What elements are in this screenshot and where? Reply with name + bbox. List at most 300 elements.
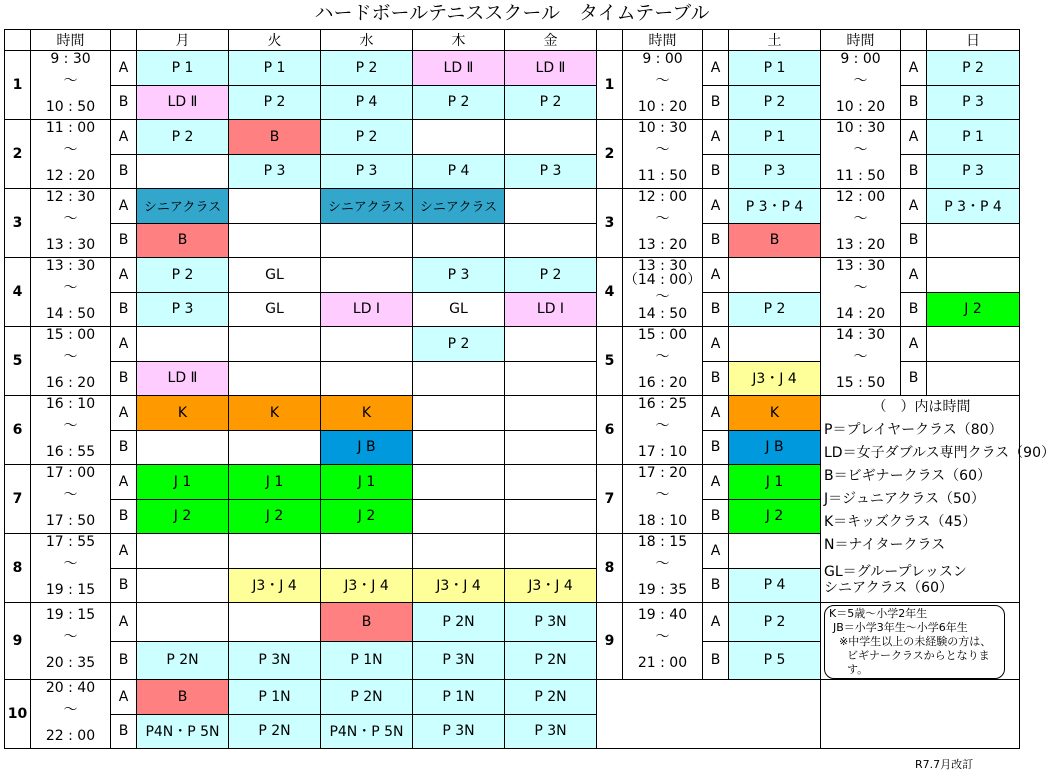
class-cell — [729, 327, 821, 362]
class-cell — [321, 534, 413, 569]
court-label: A — [703, 258, 729, 293]
class-cell — [729, 258, 821, 293]
time-separator: ～ — [63, 702, 78, 718]
header-blank — [5, 30, 31, 51]
time-separator: ～ — [655, 142, 670, 158]
legend-item: P＝プレイヤークラス（80） — [824, 422, 1003, 438]
start-time: 18 : 15 — [637, 534, 688, 550]
weekday-time — [31, 327, 111, 396]
time-separator: ～ — [853, 349, 868, 365]
slot-number: 8 — [5, 534, 31, 603]
class-cell — [229, 430, 321, 465]
court-label: B — [111, 292, 137, 327]
class-cell: P 2 — [505, 85, 597, 120]
saturday-time — [623, 51, 703, 120]
class-cell: P 1 — [229, 51, 321, 86]
class-cell: J B — [321, 430, 413, 465]
class-cell: P 2 — [729, 85, 821, 120]
class-cell: P 3N — [505, 603, 597, 642]
note-line: JB＝小学3年生～小学6年生 — [833, 621, 968, 634]
class-cell: P 1N — [229, 680, 321, 715]
start-time: 19 : 15 — [45, 607, 96, 623]
class-cell — [137, 430, 229, 465]
slot-number: 1 — [597, 51, 623, 120]
time-separator: ～ — [853, 211, 868, 227]
slot-number: 6 — [5, 396, 31, 465]
end-time: 11 : 50 — [637, 168, 688, 184]
start-time: 15 : 00 — [45, 327, 96, 343]
court-label: A — [703, 327, 729, 362]
end-time: 16 : 20 — [637, 375, 688, 391]
start-time: 10 : 30 — [835, 120, 886, 136]
header-tue: 火 — [229, 30, 321, 51]
class-cell — [927, 361, 1020, 396]
class-cell: P 2 — [137, 120, 229, 155]
class-cell: J 1 — [321, 465, 413, 500]
court-label: B — [703, 85, 729, 120]
class-cell: J3・J 4 — [229, 568, 321, 603]
time-separator: ～ — [655, 487, 670, 503]
start-time: 13 : 30 — [45, 258, 96, 274]
class-cell: GL — [229, 258, 321, 293]
class-cell — [137, 327, 229, 362]
start-time: 12 : 00 — [835, 189, 886, 205]
note-line: ※中学生以上の未経験の方は、 — [839, 635, 992, 648]
legend-item: J＝ジュニアクラス（50） — [824, 491, 985, 507]
court-label: A — [703, 465, 729, 500]
court-label: B — [703, 154, 729, 189]
end-time: 17 : 10 — [637, 444, 688, 460]
weekday-time — [31, 258, 111, 327]
header-blank — [703, 30, 729, 51]
table-row — [5, 327, 1020, 362]
court-label: B — [901, 361, 927, 396]
start-time: 16 : 10 — [45, 396, 96, 412]
court-label: A — [703, 534, 729, 569]
slot-number: 8 — [597, 534, 623, 603]
court-label: B — [111, 361, 137, 396]
class-cell: P 3N — [229, 641, 321, 680]
class-cell — [927, 258, 1020, 293]
court-label: B — [111, 499, 137, 534]
court-label: B — [901, 154, 927, 189]
saturday-time — [623, 396, 703, 465]
end-time: 18 : 10 — [637, 513, 688, 529]
class-cell: P 5 — [729, 641, 821, 680]
end-time: 14 : 50 — [45, 306, 96, 322]
sunday-time — [821, 51, 901, 120]
class-cell: P 2 — [321, 120, 413, 155]
end-time: 15 : 50 — [835, 375, 886, 391]
class-cell — [413, 534, 505, 569]
class-cell: P 3 — [927, 154, 1020, 189]
time-separator: ～ — [655, 418, 670, 434]
court-label: A — [111, 603, 137, 642]
class-cell — [505, 430, 597, 465]
weekday-time — [31, 120, 111, 189]
court-label: A — [111, 396, 137, 431]
end-time: 13 : 20 — [835, 237, 886, 253]
table-row — [5, 51, 1020, 86]
slot-number: 2 — [5, 120, 31, 189]
header-thu: 木 — [413, 30, 505, 51]
start-time: 11 : 00 — [45, 120, 96, 136]
legend-item: シニアクラス（60） — [824, 580, 953, 596]
time-separator: ～ — [63, 211, 78, 227]
weekday-time — [31, 603, 111, 680]
end-time: 14 : 50 — [637, 306, 688, 322]
class-cell: P 4 — [413, 154, 505, 189]
class-cell: P 1 — [927, 120, 1020, 155]
class-cell: J3・J 4 — [413, 568, 505, 603]
legend-item: B＝ビギナークラス（60） — [824, 468, 991, 484]
class-cell — [505, 499, 597, 534]
class-cell: J 1 — [729, 465, 821, 500]
court-label: A — [111, 51, 137, 86]
table-row — [5, 680, 1020, 715]
class-cell: P 3N — [413, 714, 505, 749]
court-label: B — [703, 430, 729, 465]
class-cell — [229, 327, 321, 362]
court-label: A — [111, 465, 137, 500]
start-time: 14 : 30 — [835, 327, 886, 343]
time-separator: ～ — [655, 629, 670, 645]
weekday-time — [31, 396, 111, 465]
header-wed: 水 — [321, 30, 413, 51]
class-cell: P 3 — [505, 154, 597, 189]
class-cell — [137, 568, 229, 603]
time-separator: ～ — [655, 349, 670, 365]
header-blank — [111, 30, 137, 51]
class-cell: LD Ⅰ — [505, 292, 597, 327]
court-label: B — [111, 154, 137, 189]
class-cell: B — [137, 680, 229, 715]
class-cell — [321, 361, 413, 396]
end-time: 21 : 00 — [637, 655, 688, 671]
court-label: A — [901, 120, 927, 155]
saturday-time — [623, 189, 703, 258]
weekday-time — [31, 534, 111, 603]
class-cell: GL — [413, 292, 505, 327]
start-time: 15 : 00 — [637, 327, 688, 343]
end-time: 12 : 20 — [45, 168, 96, 184]
court-label: B — [111, 641, 137, 680]
class-cell — [729, 534, 821, 569]
start-time: 9 : 00 — [840, 51, 881, 67]
sunday-time — [821, 327, 901, 396]
start-time: 16 : 25 — [637, 396, 688, 412]
legend-item: N＝ナイタークラス — [824, 537, 946, 553]
legend-item: LD＝女子ダブルス専門クラス（90） — [824, 445, 1055, 461]
class-cell: P 2N — [229, 714, 321, 749]
class-cell: P 4 — [321, 85, 413, 120]
court-label: A — [703, 189, 729, 224]
end-time: 11 : 50 — [835, 168, 886, 184]
court-label: B — [111, 568, 137, 603]
court-label: A — [111, 258, 137, 293]
weekday-time — [31, 465, 111, 534]
class-cell: P 3 — [413, 258, 505, 293]
start-time: 19 : 40 — [637, 607, 688, 623]
class-cell: P 2N — [505, 680, 597, 715]
class-cell: J 2 — [229, 499, 321, 534]
class-cell: B — [729, 223, 821, 258]
class-cell: P 1 — [729, 120, 821, 155]
time-separator: ～ — [63, 142, 78, 158]
class-cell: B — [137, 223, 229, 258]
weekday-time — [31, 680, 111, 749]
note-box — [821, 603, 1020, 680]
slot-number: 10 — [5, 680, 31, 749]
table-row — [5, 258, 1020, 293]
start-time: 12 : 00 — [637, 189, 688, 205]
class-cell — [137, 603, 229, 642]
end-time: 19 : 35 — [637, 582, 688, 598]
slot-number: 9 — [597, 603, 623, 680]
class-cell — [505, 120, 597, 155]
end-time: 19 : 15 — [45, 582, 96, 598]
court-label: A — [703, 120, 729, 155]
legend-item: K＝キッズクラス（45） — [824, 514, 977, 530]
time-separator: ～ — [655, 289, 670, 305]
class-cell: B — [321, 603, 413, 642]
court-label: A — [901, 189, 927, 224]
class-cell — [321, 223, 413, 258]
class-cell: J3・J 4 — [505, 568, 597, 603]
court-label: B — [901, 292, 927, 327]
class-cell: P 2 — [729, 292, 821, 327]
time-separator: ～ — [63, 556, 78, 572]
class-cell: LD Ⅱ — [505, 51, 597, 86]
class-cell: P4N・P 5N — [321, 714, 413, 749]
class-cell — [927, 327, 1020, 362]
class-cell: P 1 — [137, 51, 229, 86]
class-cell: LD Ⅰ — [321, 292, 413, 327]
court-label: A — [703, 396, 729, 431]
start-time: 13 : 30 — [637, 258, 688, 274]
class-cell — [229, 361, 321, 396]
class-cell: J B — [729, 430, 821, 465]
saturday-time — [623, 603, 703, 680]
class-cell: P 2 — [505, 258, 597, 293]
slot-number: 1 — [5, 51, 31, 120]
slot-number: 9 — [5, 603, 31, 680]
weekday-time — [31, 189, 111, 258]
class-cell — [413, 465, 505, 500]
slot-number: 3 — [597, 189, 623, 258]
header-fri: 金 — [505, 30, 597, 51]
start-time: 13 : 30 — [835, 258, 886, 274]
class-cell: P 4 — [729, 568, 821, 603]
slot-number: 4 — [597, 258, 623, 327]
note-line: ビギナークラスからとなります。 — [847, 649, 990, 676]
end-time: 17 : 50 — [45, 513, 96, 529]
start-time: 17 : 55 — [45, 534, 96, 550]
table-row — [5, 189, 1020, 224]
class-cell — [413, 499, 505, 534]
class-cell — [229, 223, 321, 258]
sunday-time — [821, 189, 901, 258]
class-cell: P 3N — [413, 641, 505, 680]
start-time: 10 : 30 — [637, 120, 688, 136]
court-label: A — [111, 327, 137, 362]
time-separator: ～ — [63, 73, 78, 89]
slot-number: 3 — [5, 189, 31, 258]
court-label: A — [901, 327, 927, 362]
class-cell — [505, 361, 597, 396]
start-time: 9 : 30 — [50, 51, 91, 67]
timetable — [4, 29, 1055, 749]
class-cell: P 2 — [413, 85, 505, 120]
class-cell: J 2 — [729, 499, 821, 534]
slot-number: 7 — [597, 465, 623, 534]
court-label: A — [901, 258, 927, 293]
class-cell — [229, 603, 321, 642]
court-label: B — [111, 85, 137, 120]
header-sat: 土 — [729, 30, 821, 51]
end-time: 16 : 55 — [45, 444, 96, 460]
court-label: B — [111, 223, 137, 258]
end-time: 13 : 20 — [637, 237, 688, 253]
class-cell: シニアクラス — [321, 189, 413, 224]
class-cell — [413, 396, 505, 431]
time-separator: ～ — [63, 487, 78, 503]
class-cell: P 3・P 4 — [729, 189, 821, 224]
end-time: 16 : 20 — [45, 375, 96, 391]
time-separator: ～ — [853, 280, 868, 296]
class-cell: LD Ⅱ — [137, 85, 229, 120]
time-separator: ～ — [63, 349, 78, 365]
court-label: B — [703, 641, 729, 680]
class-cell: K — [137, 396, 229, 431]
court-label: B — [703, 223, 729, 258]
court-label: A — [703, 603, 729, 642]
slot-number: 5 — [597, 327, 623, 396]
class-cell: K — [729, 396, 821, 431]
class-cell: P 2N — [137, 641, 229, 680]
class-cell — [505, 534, 597, 569]
class-cell: P 3 — [321, 154, 413, 189]
class-cell: P 2N — [321, 680, 413, 715]
end-time: 10 : 20 — [835, 99, 886, 115]
class-cell: J 2 — [321, 499, 413, 534]
class-cell: P 3 — [927, 85, 1020, 120]
class-cell — [505, 223, 597, 258]
slot-number: 5 — [5, 327, 31, 396]
class-cell: K — [229, 396, 321, 431]
time-separator: ～ — [655, 73, 670, 89]
class-cell: B — [229, 120, 321, 155]
court-label: B — [901, 85, 927, 120]
end-time: 10 : 50 — [45, 99, 96, 115]
class-cell: J3・J 4 — [729, 361, 821, 396]
end-time: 20 : 35 — [45, 655, 96, 671]
time-separator: ～ — [63, 629, 78, 645]
class-cell — [505, 465, 597, 500]
court-label: B — [703, 568, 729, 603]
end-time: 22 : 00 — [45, 728, 96, 744]
class-cell: J 1 — [137, 465, 229, 500]
class-cell: LD Ⅱ — [413, 51, 505, 86]
header-sun: 日 — [927, 30, 1020, 51]
header-row — [5, 30, 1020, 51]
class-cell: K — [321, 396, 413, 431]
time-separator: ～ — [63, 418, 78, 434]
header-blank — [597, 30, 623, 51]
start-time: 17 : 00 — [45, 465, 96, 481]
class-cell — [505, 327, 597, 362]
time-separator: ～ — [655, 556, 670, 572]
class-cell: P 2 — [321, 51, 413, 86]
saturday-time — [623, 258, 703, 327]
header-time3: 時間 — [821, 30, 901, 51]
class-cell: P 2N — [413, 603, 505, 642]
table-row — [5, 120, 1020, 155]
end-time: 10 : 20 — [637, 99, 688, 115]
class-cell — [137, 154, 229, 189]
class-cell: P 2N — [505, 641, 597, 680]
start-time: 20 : 40 — [45, 680, 96, 696]
class-cell — [413, 361, 505, 396]
class-cell — [321, 327, 413, 362]
court-label: A — [111, 680, 137, 715]
class-cell — [413, 120, 505, 155]
class-cell — [505, 396, 597, 431]
end-time: 14 : 20 — [835, 306, 886, 322]
court-label: B — [703, 292, 729, 327]
header-time2: 時間 — [623, 30, 703, 51]
class-cell: J 1 — [229, 465, 321, 500]
header-blank — [901, 30, 927, 51]
class-cell: J 2 — [137, 499, 229, 534]
class-cell — [505, 189, 597, 224]
court-label: B — [901, 223, 927, 258]
court-label: A — [901, 51, 927, 86]
weekday-time — [31, 51, 111, 120]
class-cell: J 2 — [927, 292, 1020, 327]
slot-number: 6 — [597, 396, 623, 465]
start-time: 12 : 30 — [45, 189, 96, 205]
table-row — [5, 396, 1020, 431]
slot-number: 4 — [5, 258, 31, 327]
page-title: ハードボールテニススクール タイムテーブル — [314, 2, 710, 24]
class-cell: シニアクラス — [137, 189, 229, 224]
time-separator: ～ — [853, 142, 868, 158]
court-label: A — [111, 534, 137, 569]
sunday-time — [821, 258, 901, 327]
class-cell: P 2 — [927, 51, 1020, 86]
slot-number: 2 — [597, 120, 623, 189]
class-cell: P 3 — [229, 154, 321, 189]
blank-area — [821, 680, 1020, 749]
court-label: B — [703, 499, 729, 534]
class-cell — [413, 223, 505, 258]
class-cell: P4N・P 5N — [137, 714, 229, 749]
legend — [821, 396, 1055, 603]
class-cell: P 3 — [729, 154, 821, 189]
class-cell: P 3・P 4 — [927, 189, 1020, 224]
saturday-time — [623, 120, 703, 189]
court-label: A — [111, 189, 137, 224]
class-cell — [137, 534, 229, 569]
time-separator: ～ — [853, 73, 868, 89]
class-cell: LD Ⅱ — [137, 361, 229, 396]
sunday-time — [821, 120, 901, 189]
court-label: B — [703, 361, 729, 396]
class-cell: GL — [229, 292, 321, 327]
class-cell: P 1N — [413, 680, 505, 715]
class-cell: シニアクラス — [413, 189, 505, 224]
